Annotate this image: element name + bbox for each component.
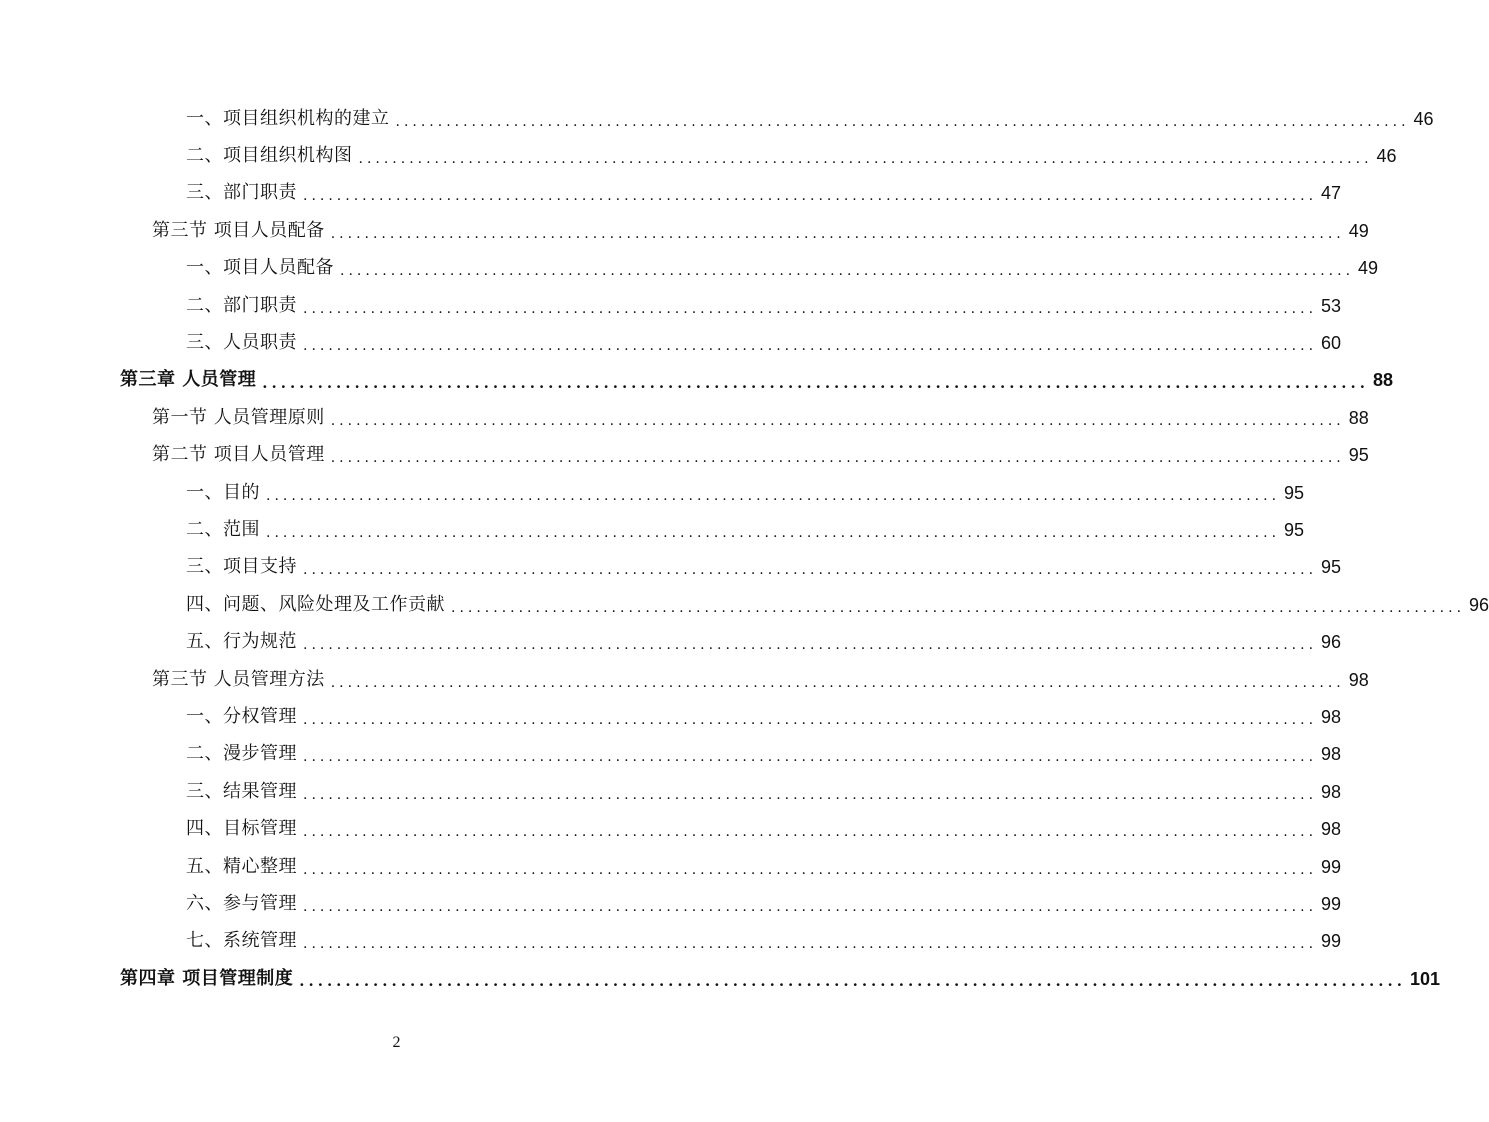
toc-entry-label: 第四章 项目管理制度 [120,967,294,989]
toc-entry-page: 98 [1321,706,1342,727]
toc-subsection-entry[interactable] [0,848,1342,885]
toc-dot-leader: ........................................................................................................................ [303,749,1318,766]
toc-dot-leader: ........................................................................................................................ [303,562,1318,579]
toc-entry-page: 101 [1409,968,1440,989]
toc-subsection-entry[interactable] [0,474,1305,511]
toc-subsection-entry[interactable] [0,736,1342,773]
toc-entry-label: 二、漫步管理 [186,743,297,765]
toc-entry-page: 98 [1321,819,1342,840]
toc-dot-leader: ........................................................................................................................ [303,861,1318,878]
toc-entry-page: 46 [1376,146,1397,167]
toc-entry-label: 三、项目支持 [186,556,297,578]
toc-section-entry[interactable] [0,399,1369,436]
toc-entry-label: 三、部门职责 [186,182,297,204]
toc-entry-page: 98 [1321,781,1342,802]
toc-subsection-entry[interactable] [0,773,1342,810]
toc-entry-page: 88 [1348,407,1369,428]
toc-entry-label: 一、目的 [186,481,260,503]
toc-subsection-entry[interactable] [0,586,1489,623]
toc-dot-leader: ........................................................................................................................ [395,113,1410,130]
toc-entry-label: 五、精心整理 [186,855,297,877]
toc-dot-leader: ........................................................................................................................ [330,450,1345,467]
toc-entry-label: 一、项目人员配备 [186,257,334,279]
toc-dot-leader: ........................................................................................................................ [303,338,1318,355]
toc-entry-page: 46 [1413,108,1434,129]
toc-dot-leader: ........................................................................................................................ [303,637,1318,654]
toc-entry-label: 七、系统管理 [186,930,297,952]
toc-entry-label: 二、范围 [186,518,260,540]
toc-dot-leader: ........................................................................................................................ [303,824,1318,841]
toc-chapter-entry[interactable] [0,960,1440,997]
toc-entry-page: 99 [1321,856,1342,877]
toc-entry-page: 98 [1348,669,1369,690]
toc-entry-label: 一、项目组织机构的建立 [186,107,390,129]
toc-entry-label: 第一节 人员管理原则 [152,406,325,428]
toc-entry-page: 99 [1321,931,1342,952]
toc-dot-leader: ........................................................................................................................ [303,936,1318,953]
toc-entry-label: 第二节 项目人员管理 [152,444,325,466]
toc-entry-page: 98 [1321,744,1342,765]
toc-entry-label: 五、行为规范 [186,631,297,653]
toc-entry-page: 95 [1284,519,1305,540]
toc-subsection-entry[interactable] [0,137,1397,174]
toc-dot-leader: ........................................................................................................................ [262,373,1369,392]
toc-entry-label: 第三章 人员管理 [120,369,257,391]
toc-section-entry[interactable] [0,437,1369,474]
toc-dot-leader: ........................................................................................................................ [303,300,1318,317]
toc-entry-page: 53 [1321,295,1342,316]
toc-dot-leader: ........................................................................................................................ [299,972,1406,991]
toc-section-entry[interactable] [0,661,1369,698]
toc-dot-leader: ........................................................................................................................ [266,524,1281,541]
toc-entry-page: 95 [1321,557,1342,578]
toc-entry-page: 88 [1372,370,1393,391]
toc-section-entry[interactable] [0,212,1369,249]
toc-subsection-entry[interactable] [0,923,1342,960]
toc-dot-leader: ........................................................................................................................ [330,674,1345,691]
toc-dot-leader: ........................................................................................................................ [266,487,1281,504]
toc-subsection-entry[interactable] [0,810,1342,847]
toc-entry-page: 99 [1321,893,1342,914]
toc-entry-label: 第三节 项目人员配备 [152,219,325,241]
toc-chapter-entry[interactable] [0,362,1393,399]
toc-subsection-entry[interactable] [0,100,1434,137]
toc-subsection-entry[interactable] [0,623,1342,660]
toc-dot-leader: ........................................................................................................................ [330,225,1345,242]
toc-entry-label: 三、结果管理 [186,780,297,802]
toc-entry-page: 47 [1321,183,1342,204]
toc-entry-label: 二、部门职责 [186,294,297,316]
toc-entry-label: 一、分权管理 [186,705,297,727]
toc-subsection-entry[interactable] [0,287,1342,324]
toc-entry-label: 六、参与管理 [186,892,297,914]
toc-dot-leader: ........................................................................................................................ [303,188,1318,205]
toc-entry-page: 96 [1469,594,1489,615]
toc-entry-label: 三、人员职责 [186,332,297,354]
toc-dot-leader: ........................................................................................................................ [330,412,1345,429]
toc-entry-label: 第三节 人员管理方法 [152,668,325,690]
toc-subsection-entry[interactable] [0,885,1342,922]
toc-entry-page: 95 [1284,482,1305,503]
toc-dot-leader: ........................................................................................................................ [303,711,1318,728]
toc-subsection-entry[interactable] [0,324,1342,361]
toc-entry-page: 49 [1348,220,1369,241]
toc-entry-label: 四、目标管理 [186,818,297,840]
toc-subsection-entry[interactable] [0,175,1342,212]
toc-entry-page: 60 [1321,333,1342,354]
toc-subsection-entry[interactable] [0,250,1379,287]
toc-entry-page: 49 [1358,258,1379,279]
toc-entry-label: 二、项目组织机构图 [186,145,353,167]
page-number: 2 [392,1034,401,1051]
table-of-contents [0,100,1489,997]
toc-subsection-entry[interactable] [0,698,1342,735]
toc-dot-leader: ........................................................................................................................ [303,786,1318,803]
toc-dot-leader: ........................................................................................................................ [451,599,1466,616]
toc-dot-leader: ........................................................................................................................ [358,151,1373,168]
toc-subsection-entry[interactable] [0,511,1305,548]
toc-dot-leader: ........................................................................................................................ [303,898,1318,915]
toc-subsection-entry[interactable] [0,549,1342,586]
toc-entry-page: 95 [1348,445,1369,466]
toc-entry-label: 四、问题、风险处理及工作贡献 [186,593,445,615]
toc-entry-page: 96 [1321,632,1342,653]
toc-dot-leader: ........................................................................................................................ [340,263,1355,280]
